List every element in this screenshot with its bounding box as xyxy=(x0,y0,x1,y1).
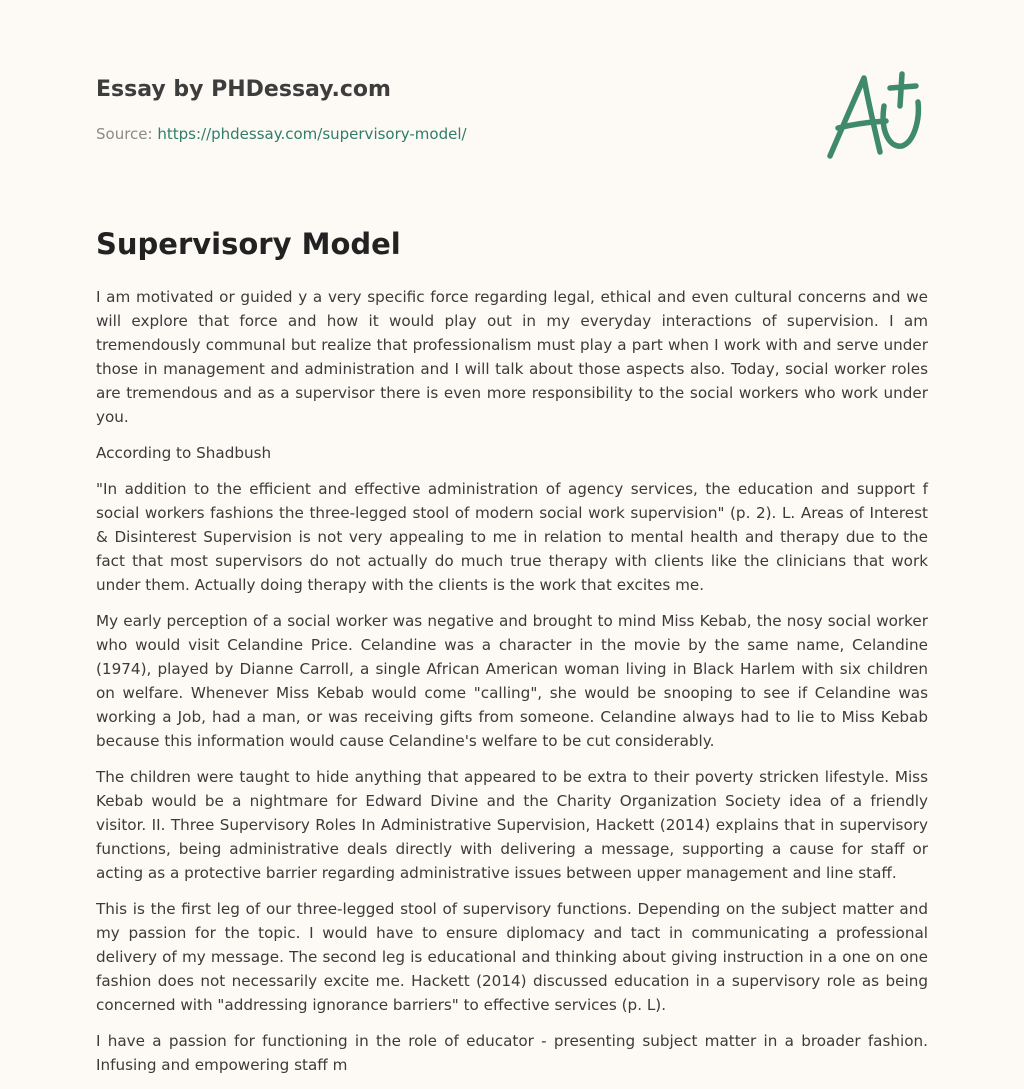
essay-paragraph: The children were taught to hide anything that appeared to be extra to their poverty stricken lifestyle. Miss Kebab would be a nightmare for Edward Divine and the Charity Organization Society idea of a friendly visitor. II. Three Supervisory Roles In Administrative Supervision, Hackett (2014) explains that in supervisory functions, being administrative deals directly with delivering a message, supporting a cause for staff or acting as a protective barrier regarding administrative issues between upper management and line staff. xyxy=(96,768,928,882)
essay-paragraph: I am motivated or guided y a very specific force regarding legal, ethical and even cultural concerns and we will explore that force and how it would play out in my everyday interactions of supervision. I am tremendously communal but realize that professionalism must play a part when I work with and serve under those in management and administration and I will talk about those aspects also. Today, social worker roles are tremendous and as a supervisor there is even more responsibility to the social workers who work under you. xyxy=(96,288,928,426)
essay-body xyxy=(96,285,928,1089)
source-label: Source: xyxy=(96,125,153,143)
essay-paragraph: According to Shadbush xyxy=(96,444,272,462)
essay-paragraph: My early perception of a social worker was negative and brought to mind Miss Kebab, the nosy social worker who would visit Celandine Price. Celandine was a character in the movie by the same name, Celandine (1974), played by Dianne Carroll, a single African American woman living in Black Harlem with six children on welfare. Whenever Miss Kebab would come "calling", she would be snooping to see if Celandine was working a Job, had a man, or was receiving gifts from someone. Celandine always had to lie to Miss Kebab because this information would cause Celandine's welfare to be cut considerably. xyxy=(96,612,928,750)
source-line xyxy=(96,124,796,144)
source-link[interactable]: https://phdessay.com/supervisory-model/ xyxy=(157,125,467,143)
site-brand: Essay by PHDessay.com xyxy=(96,77,391,102)
essay-paragraph: I have a passion for functioning in the role of educator - presenting subject matter in a broader fashion. Infusing and empowering staff m xyxy=(96,1032,928,1074)
essay-paragraph: "In addition to the efficient and effective administration of agency services, the education and support f social workers fashions the three-legged stool of modern social work supervision" (p. 2). L. Areas of Interest & Disinterest Supervision is not very appealing to me in relation to mental health and therapy due to the fact that most supervisors do not actually do much true therapy with clients like the clinicians that work under them. Actually doing therapy with the clients is the work that excites me. xyxy=(96,480,928,594)
a-plus-logo-icon xyxy=(820,66,930,166)
essay-paragraph: This is the first leg of our three-legged stool of supervisory functions. Depending on the subject matter and my passion for the topic. I would have to ensure diplomacy and tact in communicating a professional delivery of my message. The second leg is educational and thinking about giving instruction in a one on one fashion does not necessarily excite me. Hackett (2014) discussed education in a supervisory role as being concerned with "addressing ignorance barriers" to effective services (p. L). xyxy=(96,900,928,1014)
essay-title: Supervisory Model xyxy=(96,227,401,261)
essay-header xyxy=(96,74,796,144)
